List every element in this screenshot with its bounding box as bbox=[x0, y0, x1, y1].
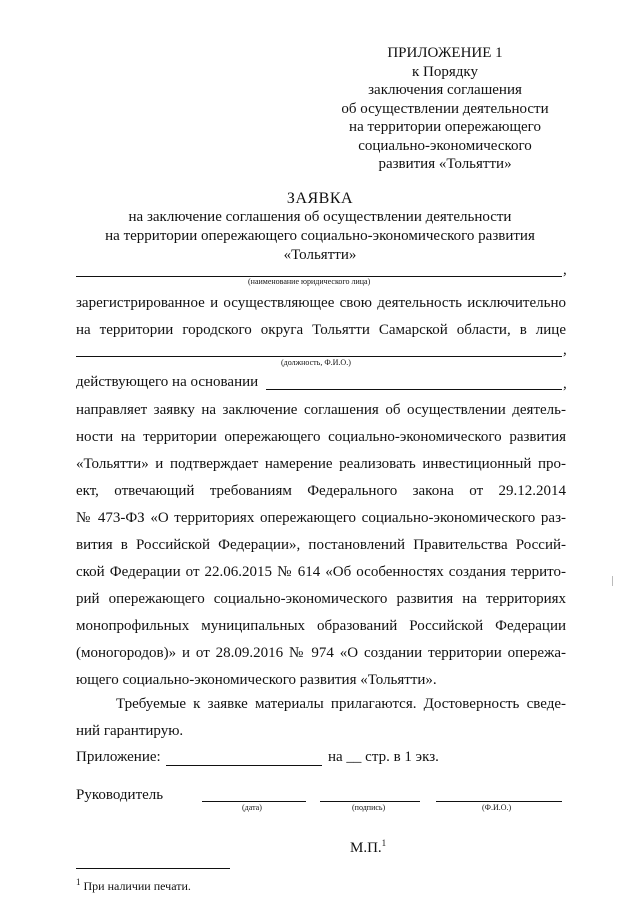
acting-basis-label: действующего на основании bbox=[76, 374, 259, 390]
document-title-block bbox=[70, 189, 570, 265]
acting-basis-field[interactable] bbox=[266, 389, 562, 390]
text-line: «Тольятти» и подтверждает намерение реализовать инвестиционный про- bbox=[76, 456, 566, 472]
registration-text bbox=[76, 290, 566, 344]
appendix-line: заключения соглашения bbox=[368, 82, 522, 98]
text-line: № 473-ФЗ «О территориях опережающего социально-экономического раз- bbox=[76, 510, 566, 526]
footnote-number: 1 bbox=[76, 877, 81, 887]
appendix-line: к Порядку bbox=[412, 63, 478, 80]
appendix-line: социально-экономического bbox=[358, 137, 532, 154]
signature-caption: (подпись) bbox=[352, 803, 386, 812]
document-subtitle-line: «Тольятти» bbox=[283, 247, 357, 263]
head-label: Руководитель bbox=[76, 787, 164, 803]
field-comma: , bbox=[563, 376, 567, 392]
attachment-field[interactable] bbox=[166, 765, 322, 766]
document-subtitle-line: на заключение соглашения об осуществлении деятельности bbox=[128, 209, 512, 225]
footnote-text: При наличии печати. bbox=[83, 879, 191, 893]
text-line: вития в Российской Федерации», постановлений Правительства Россий- bbox=[76, 537, 566, 553]
appendix-title: ПРИЛОЖЕНИЕ 1 bbox=[387, 45, 503, 61]
footnote bbox=[76, 877, 191, 894]
appendix-line: на территории опережающего bbox=[349, 119, 541, 135]
document-title: ЗАЯВКА bbox=[286, 190, 354, 207]
text-line: Требуемые к заявке материалы прилагаются. Достоверность сведе- bbox=[116, 696, 566, 712]
scan-artifact bbox=[612, 576, 613, 586]
field-comma: , bbox=[563, 342, 567, 358]
main-paragraph bbox=[76, 397, 566, 694]
appendix-line: развития «Тольятти» bbox=[378, 156, 512, 172]
materials-paragraph bbox=[76, 691, 566, 745]
text-line: монопрофильных муниципальных образований Российской Федерации bbox=[76, 618, 566, 634]
full-name-caption: (Ф.И.О.) bbox=[482, 803, 512, 812]
appendix-header bbox=[330, 44, 560, 174]
position-name-field[interactable] bbox=[76, 356, 562, 357]
date-field[interactable] bbox=[202, 801, 306, 802]
text-line: зарегистрированное и осуществляющее свою деятельность исключительно bbox=[76, 295, 566, 311]
appendix-line: об осуществлении деятельности bbox=[341, 100, 549, 117]
attachment-pages: на __ стр. в 1 экз. bbox=[328, 749, 439, 765]
attachment-label: Приложение: bbox=[76, 749, 161, 765]
stamp-text: М.П. bbox=[350, 840, 382, 856]
footnote-ref: 1 bbox=[381, 838, 387, 848]
text-line: ект, отвечающий требованиям Федерального закона от 29.12.2014 bbox=[76, 483, 566, 499]
text-line: (моногородов)» и от 28.09.2016 № 974 «О создании территории опережа- bbox=[76, 645, 566, 661]
signature-field[interactable] bbox=[320, 801, 420, 802]
text-line: рий опережающего социально-экономического развития на территориях bbox=[76, 591, 566, 607]
stamp-place bbox=[350, 838, 386, 857]
text-line: направляет заявку на заключение соглашения об осуществлении деятель- bbox=[76, 402, 566, 418]
footnote-divider bbox=[76, 868, 230, 869]
document-subtitle-line: на территории опережающего социально-экономического развития bbox=[105, 228, 535, 244]
text-line: ющего социально-экономического развития «Тольятти». bbox=[76, 672, 437, 688]
date-caption: (дата) bbox=[242, 803, 262, 812]
text-line: ний гарантирую. bbox=[76, 723, 184, 739]
field-comma: , bbox=[563, 262, 567, 278]
text-line: ской Федерации от 22.06.2015 № 614 «Об особенностях создания террито- bbox=[76, 564, 566, 580]
text-line: ности на территории опережающего социально-экономического развития bbox=[76, 429, 566, 445]
full-name-field[interactable] bbox=[436, 801, 562, 802]
position-caption: (должность, Ф.И.О.) bbox=[281, 358, 351, 367]
text-line: на территории городского округа Тольятти Самарской области, в лице bbox=[76, 322, 566, 338]
legal-entity-caption: (наименование юридического лица) bbox=[248, 277, 371, 286]
